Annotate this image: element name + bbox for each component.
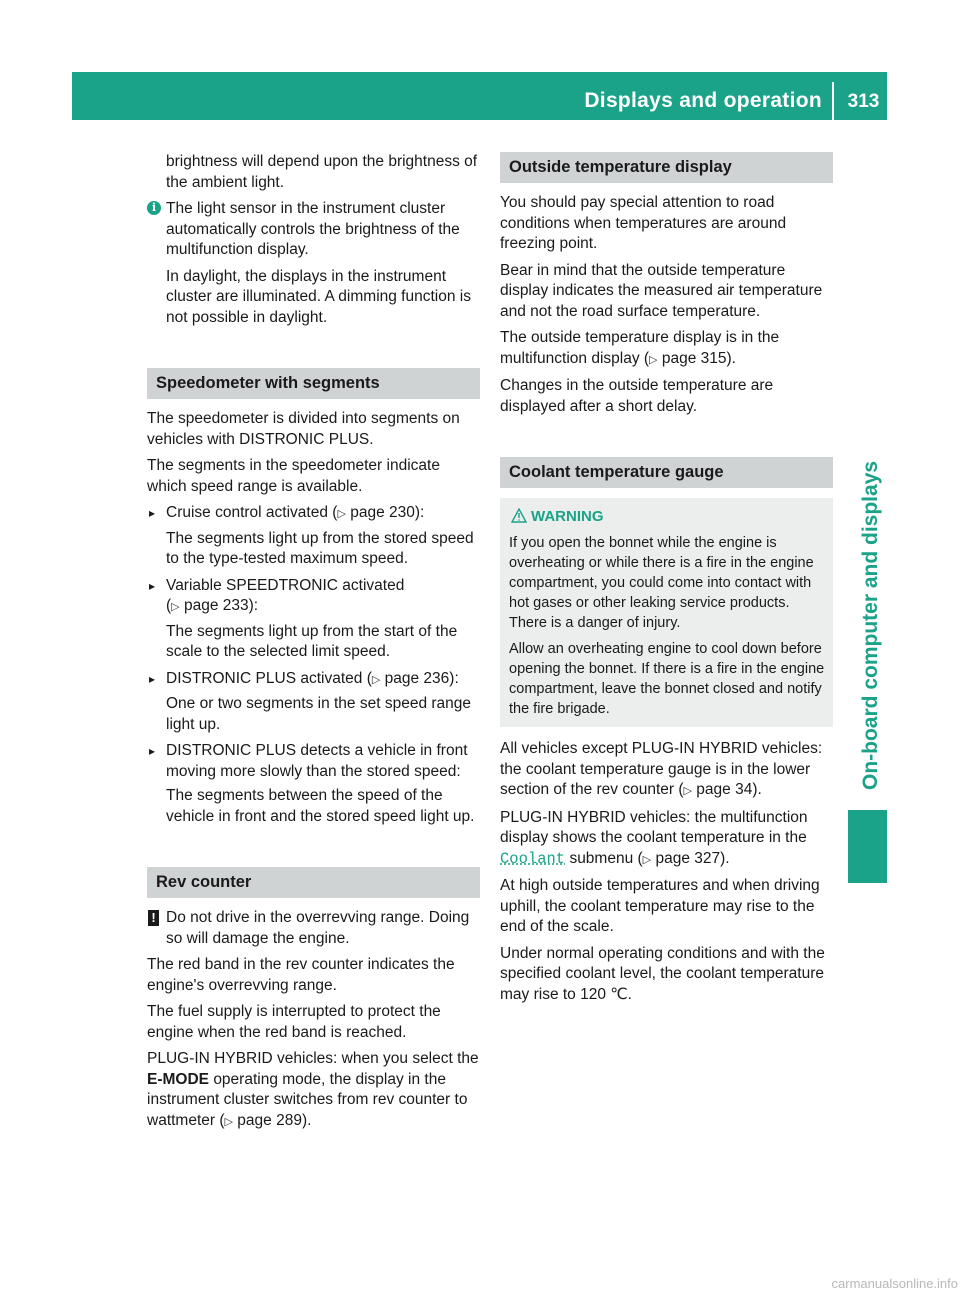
page-ref-arrow-icon: ▷ (683, 785, 692, 797)
coolant-p3: At high outside temperatures and when driving uphill, the coolant temperature may rise to the end of the scale. (500, 877, 820, 935)
warning-triangle-icon (511, 508, 527, 523)
watermark: carmanualsonline.info (831, 1276, 958, 1291)
warning-text-1: If you open the bonnet while the engine is overheating or while there is a fire in the engine compartment, you could come into contact with hot gases or other leaking service products. There is a danger of injury. (509, 535, 814, 631)
e-mode-label: E-MODE (147, 1070, 209, 1088)
left-column (147, 152, 480, 1138)
coolant-heading: Coolant temperature gauge (500, 457, 833, 488)
list-item (147, 503, 480, 570)
list-item-text: DISTRONIC PLUS activated ( (166, 669, 372, 687)
header-divider (832, 82, 834, 120)
warning-text-2: Allow an overheating engine to cool down before opening the bonnet. If there is a fire in the engine compartment, leave the bonnet closed and notify the fire brigade. (509, 641, 825, 717)
rev-p2: The fuel supply is interrupted to protect the engine when the red band is reached. (147, 1003, 441, 1041)
rev-p1: The red band in the rev counter indicates the engine's overrevving range. (147, 956, 455, 994)
list-item-text: Variable SPEEDTRONIC activated (166, 576, 405, 594)
page-ref-arrow-icon: ▷ (649, 353, 658, 366)
page-ref-link[interactable]: page 230): (350, 504, 425, 521)
rev-counter-heading: Rev counter (147, 867, 480, 898)
page-ref-arrow-icon: ▷ (642, 853, 652, 866)
list-item (147, 741, 480, 827)
exclamation-icon: ! (148, 910, 159, 926)
page-ref-link[interactable]: page 34). (696, 781, 762, 798)
page-number: 313 (847, 91, 880, 112)
page-ref-link[interactable]: page 289). (237, 1111, 312, 1129)
page-ref-link[interactable]: page 315). (661, 349, 736, 367)
warning-box (500, 498, 833, 727)
coolant-p1: All vehicles except PLUG-IN HYBRID vehicles: the coolant temperature gauge is in the lower section of the rev counter (▷ page 34). (500, 740, 823, 798)
outside-p1: You should pay special attention to road conditions when temperatures are around freezing point. (500, 194, 787, 252)
notice-text: Do not drive in the overrevving range. Doing so will damage the engine. (166, 909, 470, 947)
speedometer-p1: The speedometer is divided into segments on vehicles with DISTRONIC PLUS. (147, 410, 460, 448)
list-item (147, 669, 480, 736)
bullet-icon: ▸ (149, 578, 156, 593)
chapter-tab-label: On-board computer and displays (859, 460, 882, 790)
chapter-tab-marker (848, 810, 887, 883)
list-item-detail: The segments light up from the start of the scale to the selected limit speed. (166, 622, 458, 660)
section-title: Displays and operation (584, 89, 822, 112)
notice-note (147, 908, 480, 949)
header-bar (72, 72, 887, 120)
page-ref-arrow-icon: ▷ (224, 1115, 233, 1128)
bullet-icon: ▸ (149, 671, 156, 686)
coolant-submenu-link[interactable]: Coolant (500, 849, 566, 868)
page-ref-link[interactable]: page 236): (384, 669, 459, 687)
page-ref-arrow-icon: ▷ (371, 673, 381, 686)
list-item-text: DISTRONIC PLUS detects a vehicle in front moving more slowly than the stored speed: (166, 742, 468, 780)
info-note (147, 199, 480, 328)
outside-p2: Bear in mind that the outside temperature display indicates the measured air temperature and not the road surface temperature. (500, 261, 823, 320)
page-ref-link[interactable]: page 233): (183, 597, 259, 614)
intro-text: brightness will depend upon the brightness of the ambient light. (166, 153, 478, 191)
right-column (500, 152, 833, 1011)
coolant-p4: Under normal operating conditions and with the specified coolant level, the coolant temperature may rise to 120 ℃. (500, 944, 825, 1003)
list-item-detail: The segments light up from the stored speed to the type-tested maximum speed. (166, 529, 474, 567)
speedometer-list (147, 503, 480, 827)
rev-p3: PLUG-IN HYBRID vehicles: when you select the E-MODE operating mode, the display in the instrument cluster switches from rev counter to wattmeter (▷ page 289). (147, 1050, 479, 1129)
list-item-text: Cruise control activated ( (166, 504, 338, 521)
outside-p3: The outside temperature display is in the multifunction display (▷ page 315). (500, 329, 780, 367)
info-text: The light sensor in the instrument cluster automatically controls the brightness of the multifunction display. (166, 200, 460, 258)
bullet-icon: ▸ (149, 506, 156, 520)
speedometer-heading: Speedometer with segments (147, 368, 480, 399)
outside-temp-heading: Outside temperature display (500, 152, 833, 183)
info-icon: i (147, 201, 161, 215)
page-ref-arrow-icon: ▷ (337, 508, 346, 520)
speedometer-p2: The segments in the speedometer indicate which speed range is available. (147, 457, 440, 495)
page-ref-link[interactable]: page 327). (655, 849, 730, 867)
bullet-icon: ▸ (149, 744, 156, 758)
outside-p4: Changes in the outside temperature are displayed after a short delay. (500, 377, 774, 415)
list-item-detail: The segments between the speed of the vehicle in front and the stored speed light up. (166, 787, 475, 825)
warning-title: WARNING (509, 507, 826, 527)
coolant-p2: PLUG-IN HYBRID vehicles: the multifunction display shows the coolant temperature in the Coolant submenu (▷ page 327). (500, 808, 808, 868)
list-item: ▸ Variable SPEEDTRONIC activated (▷ page 233): The segments light up from the start of the scale to the selected limit speed. (147, 576, 480, 663)
list-item-detail: One or two segments in the set speed range light up. (166, 695, 472, 733)
page-ref-arrow-icon: ▷ (171, 601, 180, 613)
info-text-2: In daylight, the displays in the instrument cluster are illuminated. A dimming function is not possible in daylight. (166, 267, 471, 326)
